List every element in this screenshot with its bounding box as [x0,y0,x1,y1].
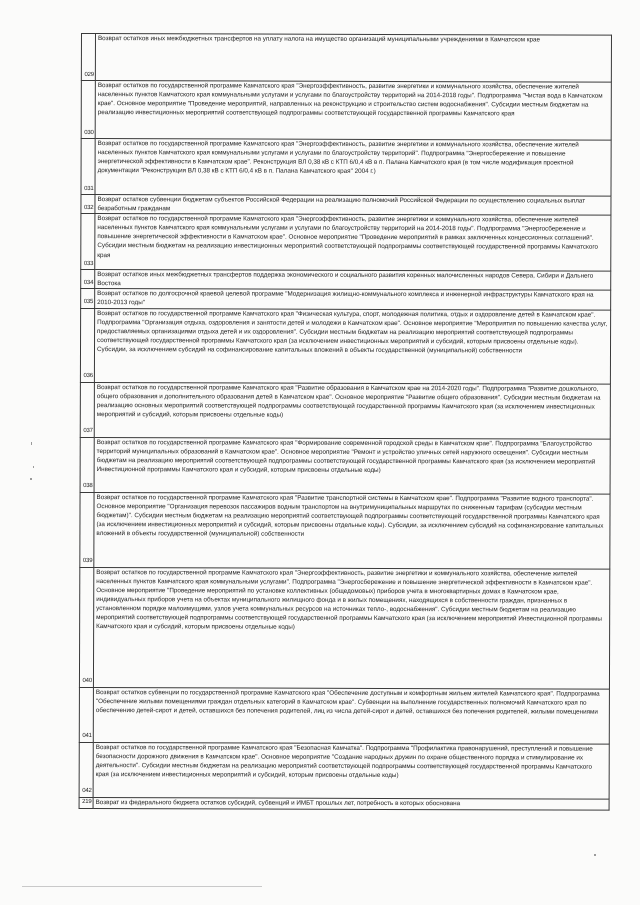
row-code: 038 [80,437,94,492]
row-code: 035 [81,289,95,308]
row-description: Возврат из федерального бюджета остатков субсидий, субвенций и ИМБТ прошлых лет, потребность в которых обоснована [93,797,609,810]
row-description: Возврат остатков по государственной программе Камчатского края "Физическая культура, спорт, молодежная политика, отдых и оздоровление детей в Камчатском крае". Подпрограмма "Организация отдыха, оздоровления и занятости детей и молодежи в Камчатском крае". Основное мероприятие "Мероприятия по повышению качества услуг, предоставляемых организациями отдыха детей и их оздоровления". Субсидии местным бюджетам на реализацию мероприятий соответствующей подпрограммы соответствующей государственной программы Камчатского края (за исключением инвестиционных мероприятий и субсидий, которым присвоены отдельные коды). Субсидии, за исключением субсидий на софинансирование капитальных вложений в объекты государственной (муниципальной) собственности [94,308,610,384]
row-description: Возврат остатков по государственной программе Камчатского края "Энергоэффективность, развитие энергетики и коммунального хозяйства, обеспечение жителей населенных пунктов Камчатского края коммунальными услугами и услугами по благоустройству территорий на 2014-2018 годы". Подпрограмма "Энергосбережение и повышение энергетической эффективности в Камчатском крае". Основное мероприятие "Проведение мероприятий в рамках заключенных концессионных соглашений". Субсидии местным бюджетам на реализацию инвестиционных мероприятий соответствующей подпрограммы соответствующей государственной программы Камчатского края [95,214,611,272]
table-row [81,81,611,141]
row-code: 032 [81,195,95,214]
table-row [81,195,611,216]
table-row [81,214,611,272]
row-description: Возврат остатков по государственной программе Камчатского края "Формирование современной городской среды в Камчатском крае". Подпрограмма "Благоустройство территорий муниципальных образований в Камчатском крае". Основное мероприятие "Ремонт и устройство уличных сетей наружного освещения". Субсидии местным бюджетам на реализацию мероприятий соответствующей подпрограммы соответствующей государственной программы Камчатского края (за исключением мероприятий Инвестиционной программы Камчатского края и субсидий, которым присвоены отдельные коды) [94,437,610,494]
row-description: Возврат остатков иных межбюджетных трансфертов на уплату налога на имущество организаций муниципальными учреждениями в Камчатском крае [95,34,611,83]
table-row [81,34,611,83]
row-code: 031 [81,139,95,195]
document-table [79,33,612,810]
row-description: Возврат остатков по государственной программе Камчатского края "Энергоэффективность, развитие энергетики и коммунального хозяйства, обеспечение жителей населенных пунктов Камчатского края коммунальными услугами и услугами по благоустройству территорий на 2014-2018 годы". Подпрограмма "Чистая вода в Камчатском крае". Основное мероприятие "Проведение мероприятий, направленных на реконструкцию и строительство систем водоснабжения". Субсидии местным бюджетам на реализацию инвестиционных мероприятий соответствующей подпрограммы соответствующей государственной программы Камчатского края [95,81,611,141]
table-row [79,742,609,799]
table-row [81,139,611,197]
row-code: 034 [81,270,95,289]
table-row [80,382,610,439]
table-row [81,270,611,291]
row-code: 219 [79,797,93,808]
row-code: 030 [81,81,95,139]
row-code: 042 [79,742,93,797]
row-code: 039 [80,492,94,567]
row-description: Возврат остатков по государственной программе Камчатского края "Развитие транспортной системы в Камчатском крае". Подпрограмма "Развитие водного транспорта". Основное мероприятие "Организация перевозок пассажиров водным транспортом на внутримуниципальных маршрутах по сниженным тарифам (субсидии местным бюджетам)". Субсидии местным бюджетам на реализацию мероприятий соответствующей подпрограммы соответствующей государственной программы Камчатского края (за исключением инвестиционных мероприятий и субсидий, которым присвоены отдельные коды). Субсидии, за исключением субсидий на софинансирование капитальных вложений в объекты государственной (муниципальной) собственности [94,492,610,569]
table-row [79,567,609,689]
row-description: Возврат остатков по государственной программе Камчатского края "Безопасная Камчатка". Подпрограмма "Профилактика правонарушений, преступлений и повышение безопасности дорожного движения в Камчатском крае". Основное мероприятие "Создание народных дружин по охране общественного порядка и стимулирование их деятельности". Субсидии местным бюджетам на реализацию мероприятий соответствующей подпрограммы соответствующей государственной программы Камчатского края (за исключением инвестиционных мероприятий и субсидий, которым присвоены отдельные коды) [93,742,609,799]
scan-margin-mark [30,478,32,480]
footer-rule [22,886,262,887]
row-description: Возврат остатков по государственной программе Камчатского края "Развитие образования в Камчатском крае на 2014-2020 годы". Подпрограмма "Развитие дошкольного, общего образования и дополнительного образования детей в Камчатском крае". Основное мероприятие "Развитие общего образования". Субсидии местным бюджетам на реализацию основных мероприятий соответствующей подпрограммы соответствующей государственной программы Камчатского края (за исключением инвестиционных мероприятий и субсидий, которым присвоены отдельные коды) [94,382,610,439]
row-description: Возврат остатков по долгосрочной краевой целевой программе "Модернизация жилищно-коммунального комплекса и инженерной инфраструктуры Камчатского края на 2010-2013 годы" [95,289,611,310]
row-description: Возврат остатков субвенции по государственной программе Камчатского края "Обеспечение доступным и комфортным жильем жителей Камчатского края". Подпрограмма "Обеспечение жилыми помещениями граждан отдельных категорий в Камчатском крае". Субвенции на выполнение государственных полномочий Камчатского края по обеспечению детей-сирот и детей, оставшихся без попечения родителей, лиц из числа детей-сирот и детей, оставшихся без попечения родителей, жилыми помещениями [93,687,609,744]
table-row [81,289,611,310]
row-code: 033 [81,214,95,270]
row-description: Возврат остатков иных межбюджетных трансфертов поддержка экономического и социального развития коренных малочисленных народов Севера, Сибири и Дальнего Востока [95,270,611,291]
row-code: 029 [81,34,95,81]
row-description: Возврат остатков субвенции бюджетам субъектов Российской Федерации на реализацию полномочий Российской Федерации по осуществлению социальных выплат безработным гражданам [95,195,611,216]
scan-margin-mark [594,854,596,856]
scan-margin-mark [33,466,34,468]
table-row [80,437,610,494]
row-code: 037 [80,382,94,437]
row-code: 041 [79,687,93,742]
row-code: 036 [80,308,94,382]
row-description: Возврат остатков по государственной программе Камчатского края "Энергоэффективность, развитие энергетики и коммунального хозяйства, обеспечение жителей населенных пунктов Камчатского края коммунальными услугами и услугами по благоустройству территорий". Подпрограмма "Энергосбережение и повышение энергетической эффективности в Камчатском крае". Реконструкция ВЛ 0,38 кВ с КТП 6/0,4 кВ в п. Палана Камчатского края (в том числе модификация проектной документации "Реконструкция ВЛ 0,38 кВ с КТП 6/0,4 кВ в п. Палана Камчатского края" 2004 г.) [95,139,611,197]
row-description: Возврат остатков по государственной программе Камчатского края "Энергоэффективность, развитие энергетики и коммунального хозяйства, обеспечение жителей населенных пунктов Камчатского края коммунальными услугами". Подпрограмма "Энергосбережение и повышение энергетической эффективности в Камчатском крае". Основное мероприятие "Проведение мероприятий по установке коллективных (общедомовых) приборов учета в многоквартирных домах в Камчатском крае, индивидуальных приборов учета на объектах муниципального жилищного фонда и в жилых помещениях, находящихся в собственности граждан, признанных в установленном порядке малоимущими, узлов учета коммунальных ресурсов на источниках тепло-, водоснабжения". Субсидии местным бюджетам на реализацию мероприятий соответствующей подпрограммы соответствующей государственной программы Камчатского края (за исключением мероприятий Инвестиционной программы Камчатского края и субсидий, которым присвоены отдельные коды) [93,567,609,689]
table-row [79,797,609,810]
table-row [79,687,609,744]
scan-margin-mark [31,442,32,445]
table-row [80,308,610,384]
table-row [80,492,610,569]
row-code: 040 [79,567,93,687]
